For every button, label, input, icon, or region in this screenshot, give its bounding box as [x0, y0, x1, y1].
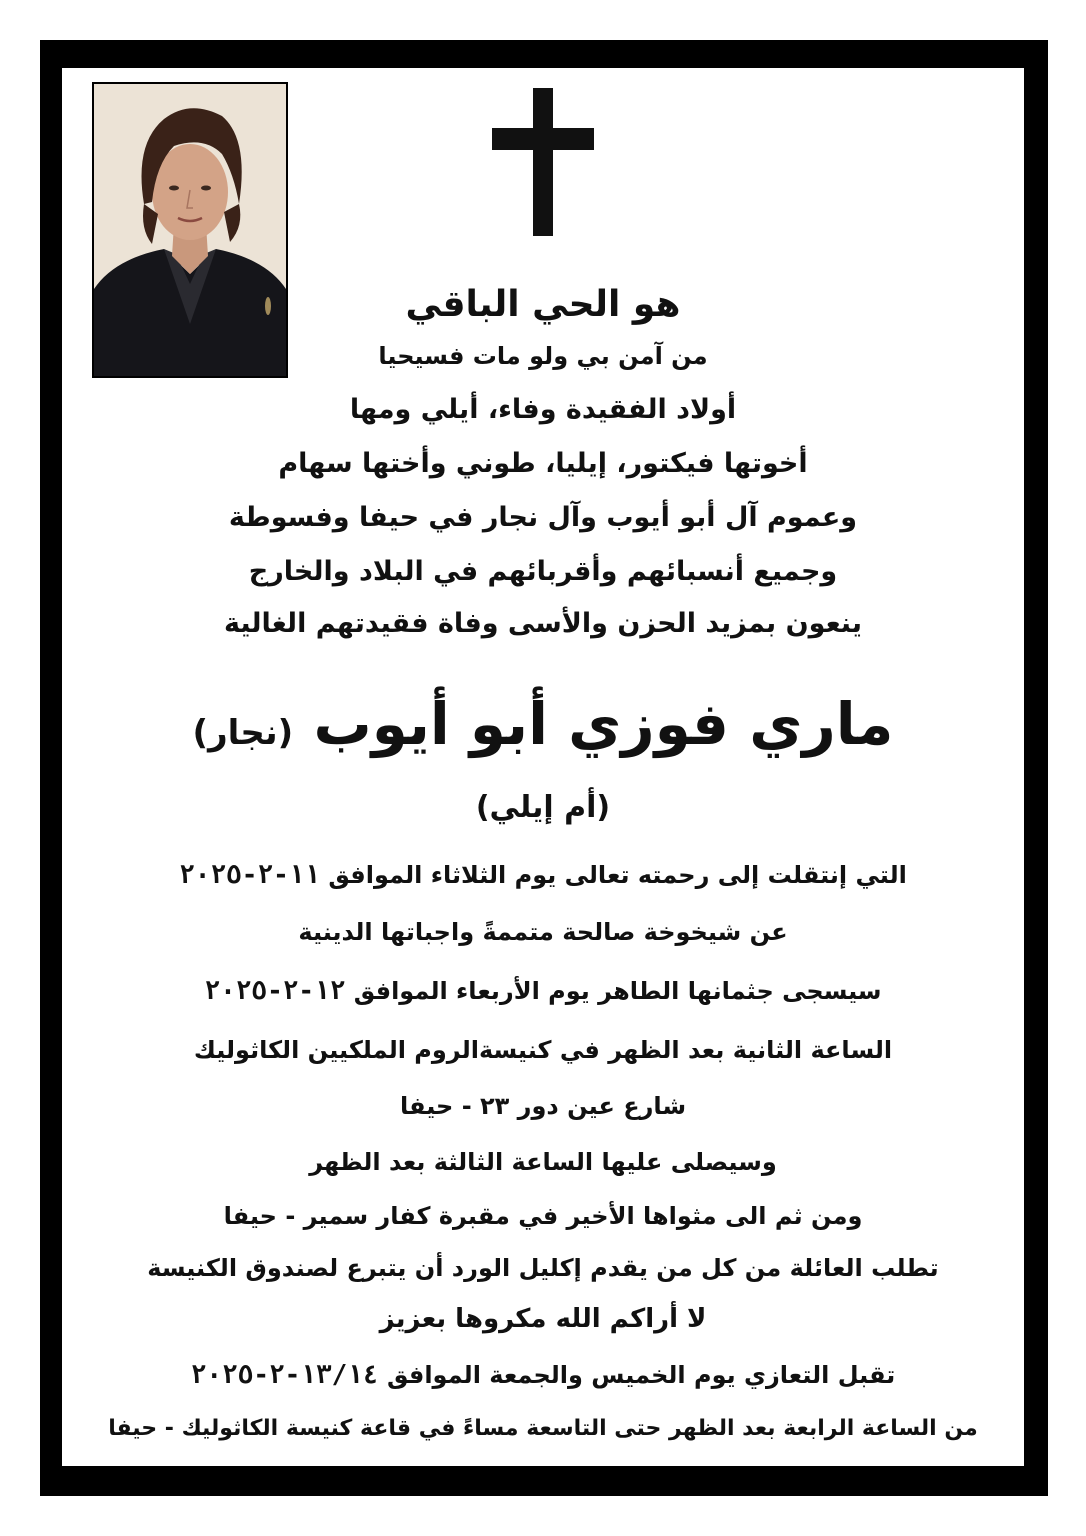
passing-date: ١١-٢-٢٠٢٥ [179, 860, 321, 890]
passing-text: التي إنتقلت إلى رحمته تعالى يوم الثلاثاء الموافق [328, 861, 907, 889]
street-line: شارع عين دور ٢٣ - حيفا [399, 1092, 687, 1120]
scripture-verse: من آمن بي ولو مات فسيحيا [378, 342, 708, 370]
prayer-line: وسيصلى عليها الساعة الثالثة بعد الظهر [309, 1148, 777, 1176]
donation-line: تطلب العائلة من كل من يقدم إكليل الورد أن يتبرع لصندوق الكنيسة [147, 1254, 939, 1282]
maiden-name: (نجار) [192, 713, 294, 753]
condolence-text: تقبل التعازي يوم الخميس والجمعة الموافق [386, 1361, 896, 1389]
condolence-line [62, 1360, 1024, 1390]
latin-cross-icon [492, 88, 594, 236]
family-line: ينعون بمزيد الحزن والأسى وفاة فقيدتهم الغالية [224, 608, 862, 639]
family-line: أولاد الفقيدة وفاء، أيلي ومها [349, 394, 737, 425]
deceased-name-row [62, 690, 1024, 758]
condolence-date: ١٣/١٤-٢-٢٠٢٥ [190, 1360, 379, 1390]
family-line: أخوتها فيكتور، إيليا، طوني وأختها سهام [278, 448, 808, 479]
funeral-date: ١٢-٢-٢٠٢٥ [204, 976, 346, 1006]
hours-line: من الساعة الرابعة بعد الظهر حتى التاسعة مساءً في قاعة كنيسة الكاثوليك - حيفا [108, 1416, 978, 1441]
passing-line [62, 860, 1024, 890]
opening-phrase: هو الحي الباقي [405, 284, 681, 325]
kunya: (أم إيلي) [475, 790, 611, 825]
funeral-line [62, 976, 1024, 1006]
family-line: وجميع أنسبائهم وأقربائهم في البلاد والخارج [248, 556, 838, 587]
funeral-text: سيسجى جثمانها الطاهر يوم الأربعاء الموافق [353, 977, 882, 1005]
church-time-line: الساعة الثانية بعد الظهر في كنيسةالروم الملكيين الكاثوليك [193, 1036, 893, 1064]
portrait-illustration [94, 84, 286, 376]
family-line: وعموم آل أبو أيوب وآل نجار في حيفا وفسوطة [228, 502, 858, 533]
deceased-name: ماري فوزي أبو أيوب [313, 690, 894, 758]
blessing-line: لا أراكم الله مكروها بعزيز [379, 1304, 707, 1334]
old-age-line: عن شيخوخة صالحة متممةً واجباتها الدينية [298, 918, 788, 946]
mourning-border [40, 40, 1048, 1496]
burial-line: ومن ثم الى مثواها الأخير في مقبرة كفار سمير - حيفا [223, 1202, 863, 1230]
portrait-photo [92, 82, 288, 378]
notice-body [62, 68, 1024, 1466]
